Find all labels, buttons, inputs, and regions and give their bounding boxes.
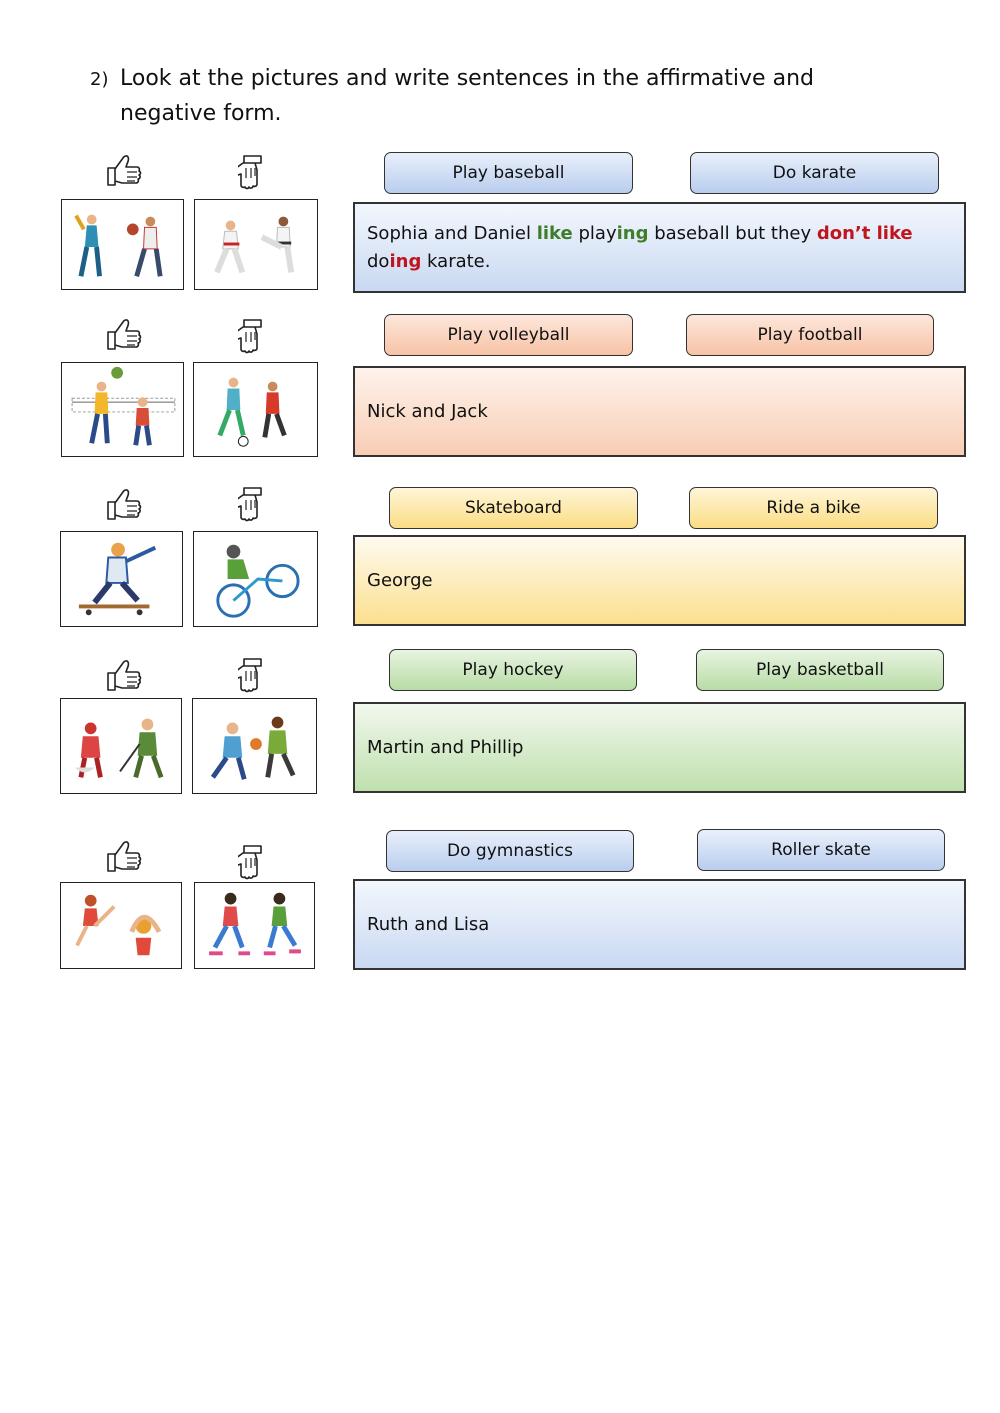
- thumbs-up-icon: [104, 484, 144, 524]
- example-sentence: [353, 202, 966, 293]
- karate-image: [194, 199, 318, 290]
- roller-skate-image: [194, 882, 315, 969]
- gymnastics-image: [60, 882, 182, 969]
- thumbs-down-icon: [238, 152, 278, 192]
- like-label: Do gymnastics: [386, 830, 634, 872]
- dislike-label: Roller skate: [697, 829, 945, 871]
- like-label: Play baseball: [384, 152, 633, 194]
- basketball-image: [192, 698, 317, 794]
- example-dont-like: don’t like: [816, 223, 913, 244]
- thumbs-up-icon: [104, 655, 144, 695]
- dislike-label: Play basketball: [696, 649, 944, 691]
- thumbs-down-icon: [238, 316, 278, 356]
- example-text: Sophia and Daniel: [367, 223, 537, 244]
- thumbs-down-icon: [238, 842, 278, 882]
- thumbs-down-icon: [238, 484, 278, 524]
- thumbs-down-icon: [238, 655, 278, 695]
- instruction: [90, 62, 850, 131]
- answer-box[interactable]: [353, 879, 966, 970]
- answer-prompt: Martin and Phillip: [367, 736, 524, 758]
- like-label: Play hockey: [389, 649, 637, 691]
- example-text: karate.: [421, 251, 491, 272]
- bike-image: [193, 531, 318, 627]
- answer-box[interactable]: [353, 535, 966, 626]
- thumbs-up-icon: [104, 150, 144, 190]
- like-label: Play volleyball: [384, 314, 633, 356]
- dislike-label: Ride a bike: [689, 487, 938, 529]
- football-image: [193, 362, 318, 457]
- instruction-line-2: negative form.: [120, 101, 282, 126]
- example-text: baseball but they: [648, 223, 817, 244]
- thumbs-up-icon: [104, 314, 144, 354]
- like-label: Skateboard: [389, 487, 638, 529]
- hockey-image: [60, 698, 182, 794]
- answer-prompt: Nick and Jack: [367, 400, 488, 422]
- example-ing: ing: [389, 251, 422, 272]
- baseball-image: [61, 199, 184, 290]
- example-ing: ing: [616, 223, 649, 244]
- answer-prompt: George: [367, 569, 433, 591]
- answer-box[interactable]: [353, 702, 966, 793]
- dislike-label: Play football: [686, 314, 934, 356]
- answer-box[interactable]: [353, 366, 966, 457]
- example-text: do: [367, 251, 390, 272]
- skateboard-image: [60, 531, 183, 627]
- answer-prompt: Ruth and Lisa: [367, 913, 490, 935]
- thumbs-up-icon: [104, 836, 144, 876]
- instruction-number: 2): [90, 69, 109, 90]
- instruction-line-1: Look at the pictures and write sentences in the affirmative and: [120, 66, 814, 91]
- volleyball-image: [61, 362, 184, 457]
- dislike-label: Do karate: [690, 152, 939, 194]
- example-text: play: [572, 223, 617, 244]
- example-like: like: [536, 223, 573, 244]
